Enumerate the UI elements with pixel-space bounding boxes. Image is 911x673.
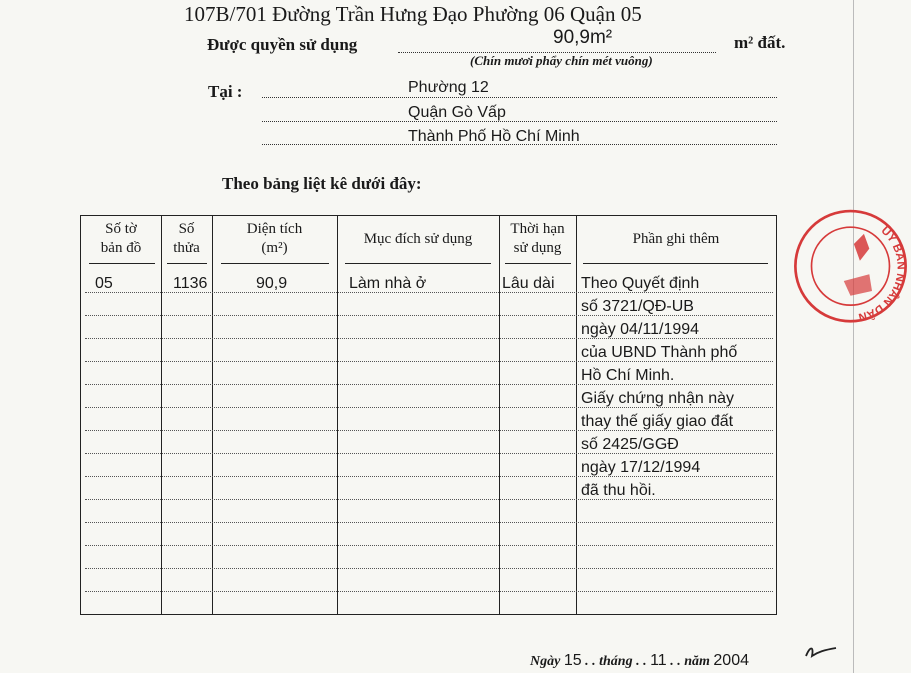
ward-dotted-line bbox=[262, 97, 777, 98]
note-line: ngày 04/11/1994 bbox=[581, 321, 700, 338]
cell-purpose: Làm nhà ở bbox=[349, 275, 427, 292]
cell-map-sheet: 05 bbox=[95, 275, 113, 292]
location-city: Thành Phố Hồ Chí Minh bbox=[408, 128, 580, 145]
note-line: số 3721/QĐ-UB bbox=[581, 298, 694, 315]
note-line: của UBND Thành phố bbox=[581, 344, 738, 361]
date-day-label: Ngày bbox=[530, 654, 561, 669]
table-row-line bbox=[85, 545, 773, 546]
header-parcel-line2: thửa bbox=[173, 240, 200, 256]
date-day: 15 bbox=[563, 652, 582, 669]
official-seal-icon bbox=[790, 180, 911, 355]
header-area-line1: Diện tích bbox=[246, 221, 303, 237]
note-line: ngày 17/12/1994 bbox=[581, 459, 701, 476]
header-underline bbox=[167, 263, 207, 264]
signature-mark-icon bbox=[804, 644, 838, 660]
header-parcel-line1: Số bbox=[178, 221, 195, 237]
usage-unit: m² đất. bbox=[734, 33, 786, 52]
header-underline bbox=[221, 263, 329, 264]
date-month: 11 bbox=[650, 652, 667, 669]
note-line: đã thu hồi. bbox=[581, 482, 656, 499]
table-divider bbox=[161, 216, 162, 614]
svg-text:ỦY BAN NHÂN DÂN: ỦY BAN NHÂN DÂN bbox=[857, 224, 907, 323]
usage-area-value: 90,9m² bbox=[553, 27, 613, 48]
date-line: Ngày 15 . . tháng . . 11 . . năm 2004 bbox=[530, 652, 749, 669]
address-line: 107B/701 Đường Trần Hưng Đạo Phường 06 Quận 05 bbox=[184, 2, 642, 26]
note-line: Theo Quyết định bbox=[581, 275, 700, 292]
header-term bbox=[499, 220, 576, 258]
table-divider bbox=[576, 216, 577, 614]
header-map-sheet-line1: Số tờ bbox=[105, 221, 137, 237]
table-row-line bbox=[85, 499, 773, 500]
note-line: thay thế giấy giao đất bbox=[581, 413, 734, 430]
table-row-line bbox=[85, 522, 773, 523]
header-area-line2: (m²) bbox=[261, 240, 288, 256]
header-parcel bbox=[161, 220, 212, 258]
table-divider bbox=[337, 216, 338, 614]
table-divider bbox=[499, 216, 500, 614]
header-underline bbox=[583, 263, 768, 264]
date-year-label: năm bbox=[684, 654, 710, 669]
note-line: Giấy chứng nhận này bbox=[581, 390, 735, 407]
header-underline bbox=[505, 263, 571, 264]
table-divider bbox=[212, 216, 213, 614]
location-ward: Phường 12 bbox=[408, 79, 489, 96]
list-intro: Theo bảng liệt kê dưới đây: bbox=[222, 174, 422, 193]
district-dotted-line bbox=[262, 121, 777, 122]
note-line: Hồ Chí Minh. bbox=[581, 367, 675, 384]
land-table bbox=[80, 215, 777, 615]
header-area bbox=[212, 220, 337, 258]
usage-label: Được quyền sử dụng bbox=[207, 35, 358, 54]
usage-in-words: (Chín mươi phẩy chín mét vuông) bbox=[470, 53, 653, 68]
table-row-line bbox=[85, 568, 773, 569]
cell-parcel: 1136 bbox=[173, 275, 208, 292]
header-term-line1: Thời hạn bbox=[510, 221, 565, 237]
note-line: số 2425/GGĐ bbox=[581, 436, 679, 453]
date-year: 2004 bbox=[713, 652, 749, 669]
header-purpose: Mục đích sử dụng bbox=[363, 231, 473, 247]
header-underline bbox=[89, 263, 155, 264]
header-term-line2: sử dụng bbox=[513, 240, 562, 256]
cell-term: Lâu dài bbox=[502, 275, 555, 292]
table-row-line bbox=[85, 591, 773, 592]
location-district: Quận Gò Vấp bbox=[408, 104, 506, 121]
header-notes: Phần ghi thêm bbox=[632, 231, 720, 247]
location-label: Tại : bbox=[208, 82, 243, 101]
cell-area: 90,9 bbox=[256, 275, 288, 292]
header-map-sheet-line2: bản đồ bbox=[100, 240, 142, 256]
date-month-label: tháng bbox=[599, 654, 633, 669]
header-underline bbox=[345, 263, 491, 264]
header-map-sheet bbox=[81, 220, 161, 258]
